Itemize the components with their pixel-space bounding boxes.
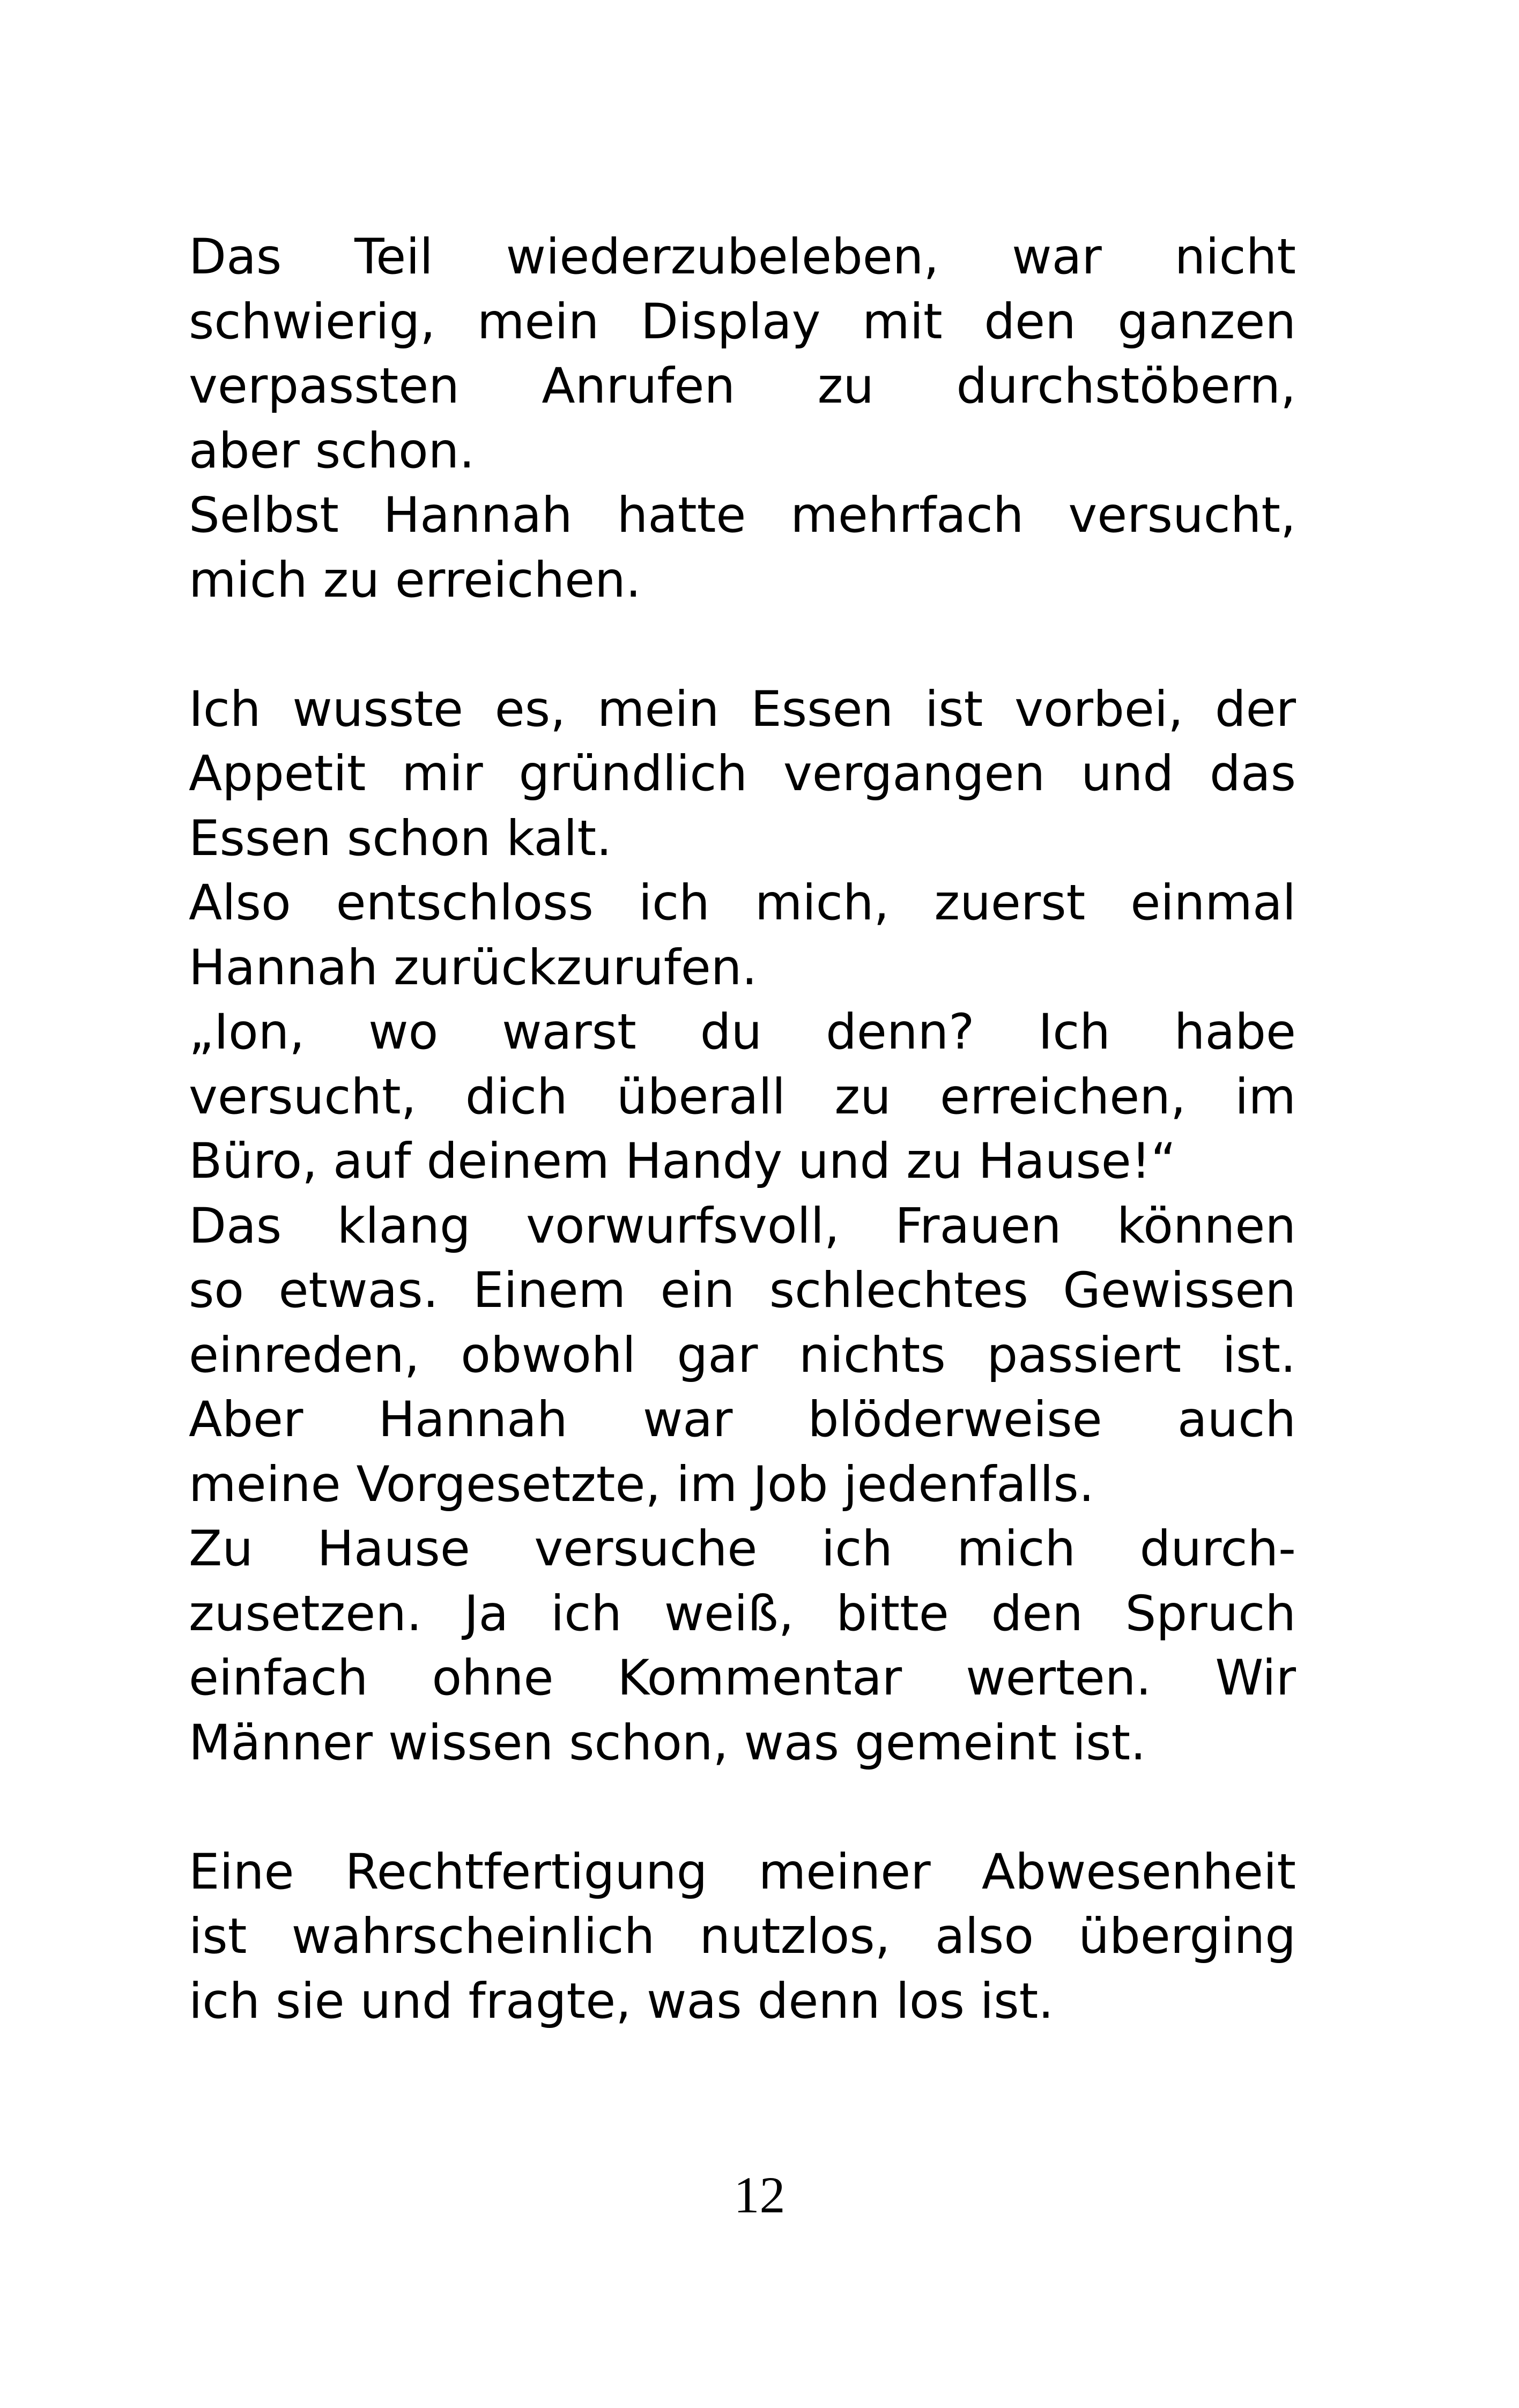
text-line: Aber Hannah war blöderweise auch: [189, 1392, 1296, 1448]
text-line: Hannah zurückzurufen.: [189, 939, 758, 996]
text-line: Appetit mir gründlich vergangen und das: [189, 746, 1296, 802]
text-line: zusetzen. Ja ich weiß, bitte den Spruch: [189, 1585, 1296, 1642]
text-line: aber schon.: [189, 422, 475, 479]
text-line: Eine Rechtfertigung meiner Abwesenheit: [189, 1844, 1296, 1900]
text-line: Essen schon kalt.: [189, 810, 612, 867]
paragraph-gap: [189, 613, 1296, 678]
text-line: ist wahrscheinlich nutzlos, also überging: [189, 1908, 1296, 1965]
paragraph-gap: [189, 1775, 1296, 1840]
text-line: Ich wusste es, mein Essen ist vorbei, der: [189, 681, 1296, 738]
text-line: versucht, dich überall zu erreichen, im: [189, 1068, 1296, 1125]
text-line: verpassten Anrufen zu durchstöbern,: [189, 358, 1296, 414]
text-line: schwierig, mein Display mit den ganzen: [189, 293, 1296, 350]
text-line: ich sie und fragte, was denn los ist.: [189, 1973, 1054, 2030]
text-line: meine Vorgesetzte, im Job jedenfalls.: [189, 1456, 1094, 1513]
text-line: Männer wissen schon, was gemeint ist.: [189, 1714, 1146, 1771]
body-text: [189, 225, 1296, 2034]
text-line: einfach ohne Kommentar werten. Wir: [189, 1650, 1296, 1706]
page-number: 12: [733, 2166, 786, 2224]
text-line: so etwas. Einem ein schlechtes Gewissen: [189, 1262, 1296, 1319]
text-line: Büro, auf deinem Handy und zu Hause!“: [189, 1133, 1176, 1190]
text-line: „Ion, wo warst du denn? Ich habe: [189, 1004, 1296, 1060]
text-line: mich zu erreichen.: [189, 552, 641, 608]
text-line: Also entschloss ich mich, zuerst einmal: [189, 875, 1296, 931]
text-line: einreden, obwohl gar nichts passiert ist.: [189, 1327, 1296, 1384]
text-line: Selbst Hannah hatte mehrfach versucht,: [189, 487, 1296, 544]
text-line: Das klang vorwurfsvoll, Frauen können: [189, 1198, 1296, 1254]
text-line: Zu Hause versuche ich mich durch-: [189, 1521, 1296, 1577]
text-line: Das Teil wiederzubeleben, war nicht: [189, 229, 1296, 285]
